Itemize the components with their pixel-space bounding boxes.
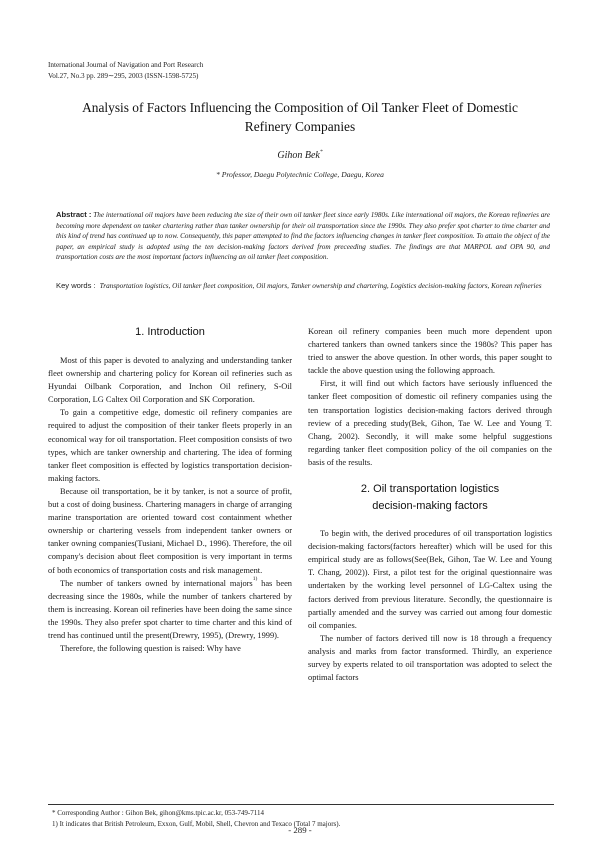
footnote-ref-1: 1) bbox=[252, 575, 258, 582]
intro-paragraph-4-end: has been decreasing since the 1980s, while the number of tankers chartered by them is increasing. Korean oil refineries have been doing the same since the 1990s. They also prefer spot charter to time charter and this kind of trend has continued until the present(Drewry, 1995), (Drewry, 1999). bbox=[48, 578, 292, 640]
abstract bbox=[56, 210, 550, 263]
right-column bbox=[308, 325, 552, 684]
keywords-label: Key words : bbox=[56, 281, 96, 290]
page-number: - 289 - bbox=[288, 825, 312, 835]
intro-paragraph-6: Korean oil refinery companies been much more dependent upon chartered tankers than owned tankers since the 1980s? This paper has tried to answer the above question. In other words, this paper sought to tackle the above question using the following approach. bbox=[308, 327, 552, 376]
section-2-paragraph-1: To begin with, the derived procedures of oil transportation logistics decision-making factors(factors hereafter) which will be used for this empirical study are as follows(See(Bek, Gihon, Tae W. Lee and Young T. Chang, 2002)). First, a pilot test for the original questionnaire was undertaken by the working level personnel of LG-Caltex using the factors derived from previous literature. Secondly, the questionnaire is partially amended and the survey was carried out among four domestic oil companies. bbox=[308, 529, 552, 630]
left-column bbox=[48, 322, 292, 655]
section-2-heading bbox=[308, 481, 552, 515]
author-mark: * bbox=[319, 149, 323, 155]
journal-volume: Vol.27, No.3 pp. 289∼295, 2003 (ISSN-1598-5725) bbox=[48, 72, 199, 80]
author-line bbox=[0, 150, 600, 161]
intro-paragraph-5: Therefore, the following question is raised: Why have bbox=[60, 644, 241, 654]
intro-paragraph-4 bbox=[48, 577, 292, 642]
intro-paragraph-4-start: The number of tankers owned by international majors bbox=[60, 578, 253, 588]
keywords-text: Transportation logistics, Oil tanker fleet composition, Oil majors, Tanker ownership and chartering, Logistics decision-making factors, Korean refineries bbox=[99, 282, 542, 290]
intro-paragraph-7: First, it will find out which factors have seriously influenced the tanker fleet composition of domestic oil refinery companies using the ten transportation logistics decision-making factors derived through review of a preceding study(Bek, Gihon, Tae W. Lee and Young T. Chang, 2002). Secondly, it will make some helpful suggestions regarding tanker fleet composition policy of the oil companies on the basis of the results. bbox=[308, 379, 552, 467]
section-2-heading-line-2: decision-making factors bbox=[372, 500, 488, 513]
journal-name: International Journal of Navigation and Port Research bbox=[48, 61, 204, 69]
title-line-2: Refinery Companies bbox=[244, 119, 356, 134]
abstract-text: The international oil majors have been reducing the size of their own oil tanker fleet since early 1980s. Like international oil majors, the Korean refineries are becoming more dependent on tanker chartering rather than tanker ownership for their oil transportation since the 1990s. They also prefer spot charter to time charter and this kind of trend has continued up to now. Consequently, this paper attempted to find the factors influencing changes in tanker fleet composition. To attain the object of the paper, an empirical study is adopted using the ten decision-making factors derived from preceeding studies. The findings are that MARPOL and OPA 90, and transportation costs are the most important factors influencing an oil tanker fleet composition. bbox=[56, 211, 551, 262]
intro-paragraph-3: Because oil transportation, be it by tanker, is not a source of profit, but a cost of doing business. Chartering managers in charge of arranging marine transportation are oriented toward cost containment whether ownership or chartering vessels from independent tanker owners or tanker owning companies(Tusiani, Michael D., 1996). Therefore, the oil company's decision about fleet composition is very important in terms of both economics of transportation costs and risk management. bbox=[48, 486, 292, 575]
abstract-label: Abstract : bbox=[56, 210, 92, 219]
section-2-paragraph-2: The number of factors derived till now is 18 through a frequency analysis and marks from factor transformed. Thirdly, an experience survey by experts related to oil transportation was adopted to select the optimal factors bbox=[308, 633, 552, 683]
author-affiliation: * Professor, Daegu Polytechnic College, Daegu, Korea bbox=[216, 170, 384, 179]
author-name: Gihon Bek bbox=[277, 150, 320, 161]
journal-header bbox=[48, 60, 203, 82]
footnote-corresponding-author: * Corresponding Author : Gihon Bek, gihon@kms.tpic.ac.kr, 053-749-7114 bbox=[52, 809, 264, 817]
keywords bbox=[56, 281, 550, 292]
section-1-heading: 1. Introduction bbox=[135, 326, 205, 338]
section-2-heading-line-1: 2. Oil transportation logistics bbox=[360, 483, 500, 496]
title-line-1: Analysis of Factors Influencing the Composition of Oil Tanker Fleet of Domestic bbox=[82, 100, 518, 115]
footnote-divider bbox=[48, 804, 554, 805]
footnote-1: 1) It indicates that British Petroleum, Exxon, Gulf, Mobil, Shell, Chevron and Texaco (Total 7 majors). bbox=[52, 819, 341, 828]
intro-paragraph-2: To gain a competitive edge, domestic oil refinery companies are required to adjust the composition of their tanker fleets properly in an economical way for oil transportation. Fleet composition consists of two types, which are tanker ownership and chartering. The idea of forming tanker fleet composition is effected by logistics transportation decision-making factors. bbox=[48, 408, 292, 483]
intro-paragraph-1: Most of this paper is devoted to analyzing and understanding tanker fleet ownership and chartering policy for Korean oil refineries such as Hyundai Oilbank Corporation, and Inchon Oil refinery, S-Oil Corporation, LG Caltex Oil Corporation and SK Corporation. bbox=[48, 356, 292, 405]
paper-title bbox=[40, 98, 560, 136]
